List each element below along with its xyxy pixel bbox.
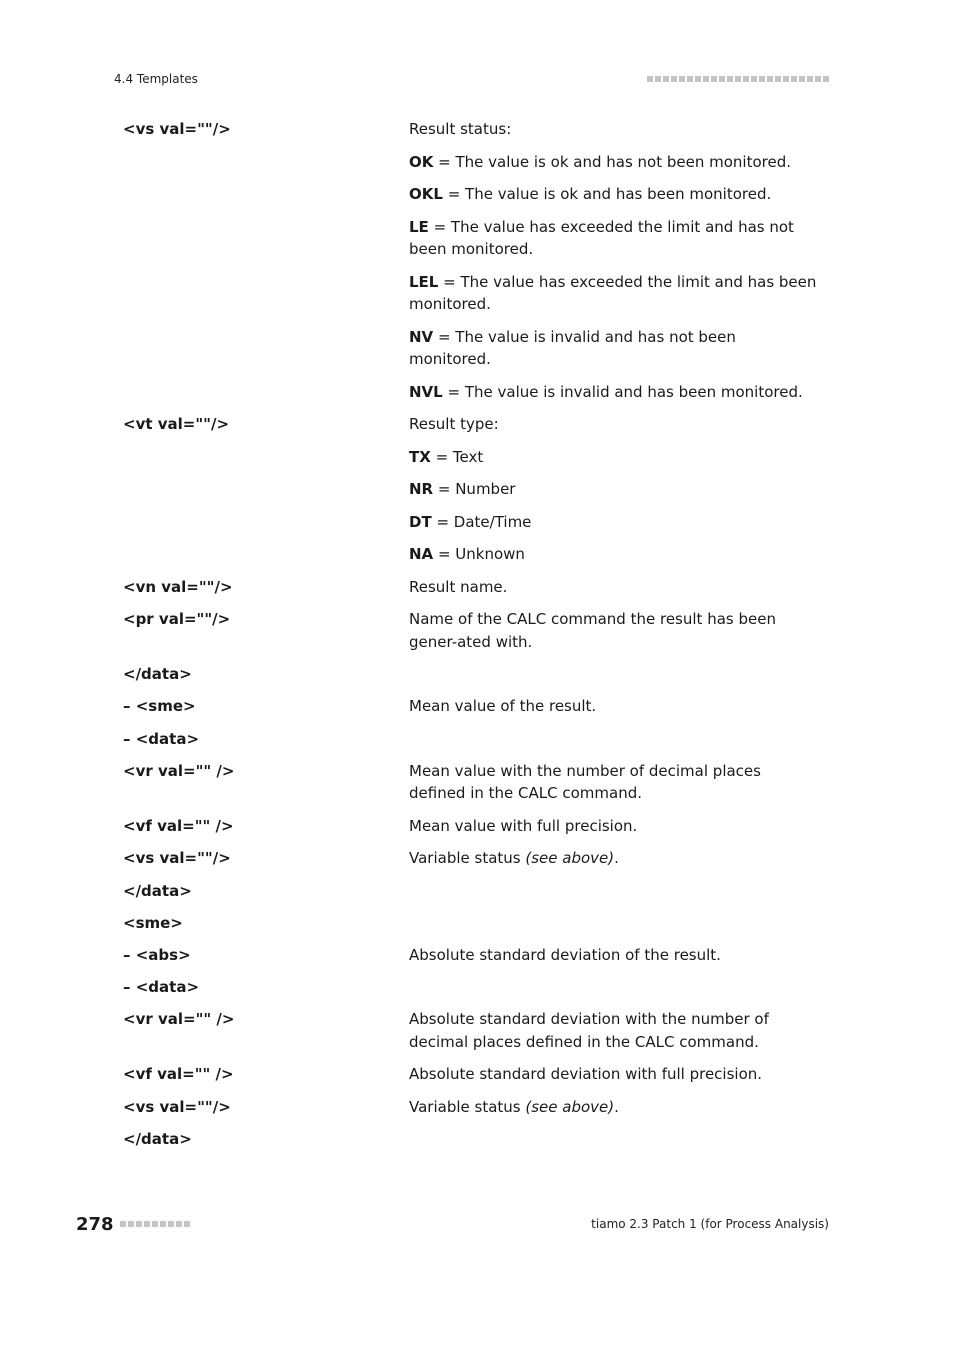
description-paragraph: [409, 1096, 819, 1119]
term-description: [409, 912, 819, 944]
description-text: Result status:: [409, 120, 512, 138]
empty-description: [409, 663, 819, 685]
definition-row: [0, 728, 954, 760]
definition-row: [0, 118, 954, 413]
cross-reference: (see above): [525, 849, 615, 867]
definition-row: [0, 413, 954, 576]
description-text: Mean value of the result.: [409, 697, 597, 715]
definition-row: [0, 944, 954, 977]
description-text: = The value has exceeded the limit and has been monitored.: [409, 272, 817, 313]
page-header: [114, 70, 829, 88]
decorative-square: [823, 76, 829, 82]
term-description: [409, 1008, 819, 1063]
decorative-square: [791, 76, 797, 82]
decorative-square: [120, 1221, 126, 1227]
product-name: tiamo 2.3 Patch 1 (for Process Analysis): [591, 1217, 829, 1231]
description-paragraph: [409, 151, 819, 174]
description-text: Absolute standard deviation with full precision.: [409, 1065, 763, 1083]
section-title: 4.4 Templates: [114, 72, 198, 86]
decorative-square: [687, 76, 693, 82]
decorative-square: [663, 76, 669, 82]
description-paragraph: [409, 543, 819, 566]
description-paragraph: [409, 183, 819, 206]
decorative-square: [727, 76, 733, 82]
term-description: [409, 413, 819, 576]
decorative-square: [679, 76, 685, 82]
xml-tag-term: <pr val=""/>: [123, 610, 231, 628]
header-dots: [647, 76, 829, 82]
description-text: Result name.: [409, 577, 508, 596]
description-paragraph: [409, 576, 819, 599]
decorative-square: [743, 76, 749, 82]
description-paragraph: [409, 847, 819, 870]
term-description: [409, 1063, 819, 1096]
description-text: = Text: [430, 447, 484, 466]
value-code: NVL: [409, 382, 443, 401]
xml-tag-term: <vs val=""/>: [123, 120, 231, 138]
decorative-square: [144, 1221, 150, 1227]
term-description: [409, 728, 819, 760]
decorative-square: [815, 76, 821, 82]
value-code: OKL: [409, 185, 443, 203]
definition-row: [0, 912, 954, 944]
xml-tag-term: <vs val=""/>: [123, 1097, 231, 1116]
description-text: Variable status: [409, 1097, 526, 1116]
decorative-square: [152, 1221, 158, 1227]
description-paragraph: [409, 478, 819, 501]
description-text: Result type:: [409, 415, 499, 433]
decorative-square: [128, 1221, 134, 1227]
description-paragraph: [409, 326, 819, 371]
value-code: NV: [409, 327, 434, 346]
decorative-square: [703, 76, 709, 82]
description-text: = Date/Time: [431, 512, 532, 531]
xml-tag-term: <vr val="" />: [123, 1010, 235, 1028]
description-paragraph: [409, 413, 819, 436]
description-text: Mean value with full precision.: [409, 816, 638, 835]
term-description: [409, 815, 819, 848]
xml-tag-term: – <data>: [123, 729, 200, 748]
decorative-square: [176, 1221, 182, 1227]
term-description: [409, 118, 819, 413]
term-description: [409, 576, 819, 609]
description-paragraph: [409, 760, 819, 805]
decorative-square: [160, 1221, 166, 1227]
value-code: OK: [409, 152, 434, 171]
description-paragraph: [409, 815, 819, 838]
value-code: NA: [409, 545, 434, 563]
term-description: [409, 944, 819, 977]
description-text: Name of the CALC command the result has been gener-ated with.: [409, 610, 776, 651]
decorative-square: [655, 76, 661, 82]
description-text: Absolute standard deviation with the number of decimal places defined in the CALC command.: [409, 1010, 769, 1051]
decorative-square: [711, 76, 717, 82]
definition-row: [0, 815, 954, 848]
definition-row: [0, 695, 954, 728]
description-paragraph: [409, 446, 819, 469]
xml-tag-term: <vr val="" />: [123, 761, 235, 780]
empty-description: [409, 912, 819, 934]
empty-description: [409, 728, 819, 750]
value-code: DT: [409, 512, 432, 531]
term-description: [409, 880, 819, 912]
decorative-square: [751, 76, 757, 82]
xml-tag-term: </data>: [123, 665, 192, 683]
description-text: = The value is invalid and has not been monitored.: [409, 327, 736, 368]
definition-row: [0, 760, 954, 815]
definition-row: [0, 847, 954, 880]
xml-tag-term: <vf val="" />: [123, 816, 234, 835]
description-paragraph: [409, 271, 819, 316]
term-description: [409, 695, 819, 728]
cross-reference: (see above): [525, 1097, 615, 1116]
definition-row: [0, 1063, 954, 1096]
xml-tag-term: <sme>: [123, 913, 183, 932]
description-paragraph: [409, 511, 819, 534]
decorative-square: [759, 76, 765, 82]
description-paragraph: [409, 1008, 819, 1053]
trailing-punctuation: .: [614, 849, 619, 867]
xml-tag-term: – <data>: [123, 978, 200, 996]
decorative-square: [767, 76, 773, 82]
xml-tag-term: <vn val=""/>: [123, 577, 233, 596]
definition-row: [0, 1128, 954, 1160]
empty-description: [409, 880, 819, 902]
decorative-square: [184, 1221, 190, 1227]
decorative-square: [671, 76, 677, 82]
page-number: 278: [76, 1213, 114, 1235]
trailing-punctuation: .: [614, 1097, 619, 1116]
xml-tag-term: <vt val=""/>: [123, 415, 230, 433]
description-paragraph: [409, 118, 819, 141]
decorative-square: [695, 76, 701, 82]
value-code: LEL: [409, 272, 439, 291]
value-code: NR: [409, 480, 434, 498]
description-paragraph: [409, 944, 819, 967]
description-text: Mean value with the number of decimal places defined in the CALC command.: [409, 761, 761, 802]
empty-description: [409, 1128, 819, 1150]
definition-row: [0, 663, 954, 695]
definition-list: [0, 118, 954, 1160]
decorative-square: [775, 76, 781, 82]
definition-row: [0, 608, 954, 663]
description-paragraph: [409, 1063, 819, 1086]
decorative-square: [719, 76, 725, 82]
description-paragraph: [409, 381, 819, 404]
value-code: TX: [409, 447, 431, 466]
description-paragraph: [409, 216, 819, 261]
term-description: [409, 847, 819, 880]
xml-tag-term: – <sme>: [123, 697, 196, 715]
value-code: LE: [409, 217, 429, 236]
definition-row: [0, 880, 954, 912]
description-text: = Unknown: [433, 545, 525, 563]
definition-row: [0, 976, 954, 1008]
decorative-square: [735, 76, 741, 82]
xml-tag-term: <vs val=""/>: [123, 849, 231, 867]
description-text: = The value is ok and has not been monitored.: [433, 152, 792, 171]
description-text: Variable status: [409, 849, 526, 867]
xml-tag-term: <vf val="" />: [123, 1065, 234, 1083]
description-text: = The value is invalid and has been monitored.: [442, 382, 803, 401]
term-description: [409, 1128, 819, 1160]
definition-row: [0, 1008, 954, 1063]
decorative-square: [783, 76, 789, 82]
definition-row: [0, 1096, 954, 1129]
term-description: [409, 663, 819, 695]
description-text: Absolute standard deviation of the result.: [409, 945, 721, 964]
description-text: = The value has exceeded the limit and has not been monitored.: [409, 217, 794, 258]
term-description: [409, 1096, 819, 1129]
xml-tag-term: – <abs>: [123, 945, 191, 964]
empty-description: [409, 976, 819, 998]
term-description: [409, 760, 819, 815]
decorative-square: [168, 1221, 174, 1227]
definition-row: [0, 576, 954, 609]
xml-tag-term: </data>: [123, 1130, 192, 1148]
decorative-square: [799, 76, 805, 82]
page-footer: [76, 1212, 829, 1236]
footer-dots: [120, 1221, 190, 1227]
decorative-square: [807, 76, 813, 82]
term-description: [409, 608, 819, 663]
decorative-square: [647, 76, 653, 82]
description-text: = Number: [433, 480, 516, 498]
xml-tag-term: </data>: [123, 881, 192, 900]
term-description: [409, 976, 819, 1008]
description-paragraph: [409, 608, 819, 653]
description-paragraph: [409, 695, 819, 718]
decorative-square: [136, 1221, 142, 1227]
description-text: = The value is ok and has been monitored.: [442, 185, 772, 203]
